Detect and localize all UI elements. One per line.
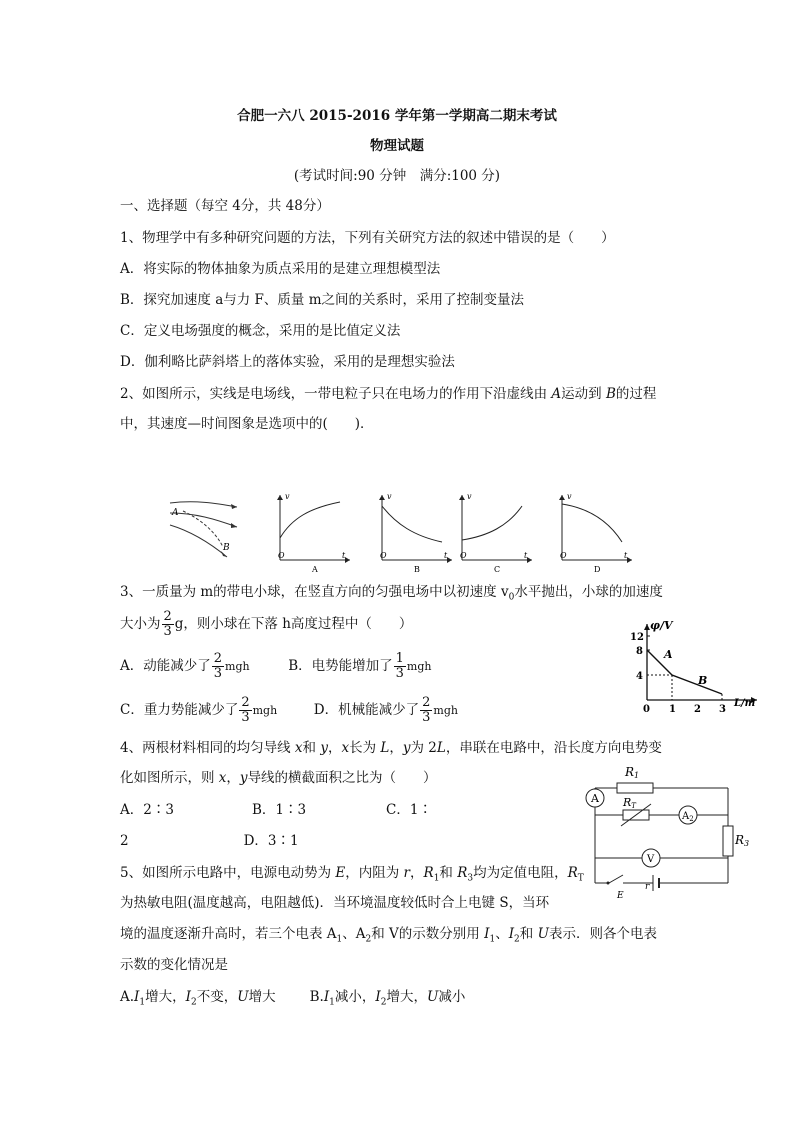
q2-graph-c-o: O <box>460 551 467 560</box>
circuit-e: E <box>617 891 624 901</box>
q3-options-cd: C．重力势能减少了 $\frac{2}{3}$ mgh D．机械能减少了 $\frac{2}{3}$ mgh <box>120 695 458 725</box>
q2-graph-a <box>270 490 355 575</box>
chart-ytick-4: 4 <box>636 671 643 682</box>
q3-fraction: $\frac{2}{3}$ <box>163 609 172 639</box>
q1-option-c: C．定义电场强度的概念，采用的是比值定义法 <box>120 323 401 339</box>
q2-graph-d <box>552 490 637 575</box>
chart-xtick-2: 2 <box>694 704 701 715</box>
q3-options-ab: A．动能减少了 $\frac{2}{3}$ mgh B．电势能增加了 $\frac{1}{3}$ mgh <box>120 651 432 681</box>
exam-title: 合肥一六八 2015-2016 学年第一学期高二期末考试 <box>237 108 557 124</box>
circuit-r: r <box>645 882 650 892</box>
q4-stem-line2: 化如图所示，则 x，y导线的横截面积之比为（ ） <box>120 770 437 786</box>
q1-option-a: A．将实际的物体抽象为质点采用的是建立理想模型法 <box>120 261 441 277</box>
q2-field-figure <box>165 495 245 570</box>
q5-stem-line4: 示数的变化情况是 <box>120 957 228 973</box>
q2-stem-line2: 中，其速度—时间图象是选项中的( )． <box>120 416 374 432</box>
q2-graph-d-o: O <box>560 551 567 560</box>
q3-stem-line1: 3、一质量为 m的带电小球，在竖直方向的匀强电场中以初速度 $v_0$水平抛出，小球的加速度 <box>120 584 663 603</box>
q2-graph-c-t: t <box>524 551 528 560</box>
q1-option-b: B．探究加速度 a与力 F、质量 m之间的关系时，采用了控制变量法 <box>120 292 525 308</box>
q2-graph-a-v: v <box>285 492 290 501</box>
q5-stem-line2: 为热敏电阻(温度越高，电阻越低)．当环境温度较低时合上电键 S，当环 <box>120 895 550 911</box>
chart-xtick-3: 3 <box>719 704 726 715</box>
subject-title: 物理试题 <box>370 138 424 154</box>
potential-chart <box>622 618 767 713</box>
circuit-rt: RT <box>623 796 636 810</box>
q2-fig-label-b: B <box>223 543 230 553</box>
q2-graph-b <box>372 490 457 575</box>
q2-graph-c-label: C <box>494 565 501 574</box>
q2-graph-a-t: t <box>342 551 346 560</box>
chart-xlabel: L/m <box>734 698 756 709</box>
q2-graph-c <box>452 490 537 575</box>
q3-stem-line2: 大小为 $\frac{2}{3}$ g，则小球在下落 h高度过程中（ ） <box>120 609 413 639</box>
q4-options-abc: A．2∶3 B．1∶3 C．1∶ <box>120 802 432 818</box>
chart-ytick-12: 12 <box>630 632 644 643</box>
q2-graph-c-v: v <box>467 492 472 501</box>
q5-stem-line3: 境的温度逐渐升高时，若三个电表 $A_1$、$A_2$和 V的示数分别用 $I_1$、$I_2$和 U表示．则各个电表 <box>120 926 657 945</box>
q2-graph-b-label: B <box>414 565 420 574</box>
circuit-ammeter-a2: $A_2$ <box>682 811 694 823</box>
q2-graph-d-label: D <box>594 565 601 574</box>
q2-graph-d-v: v <box>567 492 572 501</box>
exam-info: (考试时间:90 分钟 满分:100 分) <box>293 168 501 184</box>
q2-fig-label-a: A <box>172 508 179 518</box>
q1-option-d: D．伽利略比萨斜塔上的落体实验，采用的是理想实验法 <box>120 354 455 370</box>
q1-stem: 1、物理学中有多种研究问题的方法，下列有关研究方法的叙述中错误的是（ ） <box>120 230 615 246</box>
circuit-r3: R3 <box>735 833 750 848</box>
chart-xtick-1: 1 <box>669 704 676 715</box>
circuit-r1: R1 <box>625 765 640 780</box>
chart-point-b: B <box>698 674 708 687</box>
q2-stem-line1: 2、如图所示，实线是电场线，一带电粒子只在电场力的作用下沿虚线由 A运动到 B的过程 <box>120 386 657 402</box>
q4-stem-line1: 4、两根材料相同的均匀导线 x和 y，x长为 L，y为 2L，串联在电路中，沿长度方向电势变 <box>120 740 662 756</box>
q5-options-ab: $A.I_1$增大，$I_2$不变，U增大 $B.I_1$减小，$I_2$增大，U减小 <box>120 989 466 1008</box>
chart-ylabel: φ/V <box>650 619 673 632</box>
q4-options-d: 2 D．3∶1 <box>120 833 299 849</box>
q2-graph-a-o: O <box>278 551 285 560</box>
q2-graph-b-v: v <box>387 492 392 501</box>
q5-stem-line1: 5、如图所示电路中，电源电动势为 E，内阻为 r，$R_1$和 $R_3$均为定值电阻，$R_T$ <box>120 865 584 884</box>
chart-xtick-0: 0 <box>643 704 650 715</box>
q2-graph-b-o: O <box>380 551 387 560</box>
section-heading: 一、选择题（每空 4分，共 48分） <box>120 198 330 214</box>
q2-graph-a-label: A <box>312 565 318 574</box>
chart-point-a: A <box>664 648 673 661</box>
q2-graph-d-t: t <box>624 551 628 560</box>
circuit-diagram <box>575 758 760 903</box>
chart-ytick-8: 8 <box>636 646 643 657</box>
circuit-ammeter-a: A <box>591 792 599 805</box>
q2-graph-b-t: t <box>444 551 448 560</box>
circuit-voltmeter: V <box>647 854 655 865</box>
